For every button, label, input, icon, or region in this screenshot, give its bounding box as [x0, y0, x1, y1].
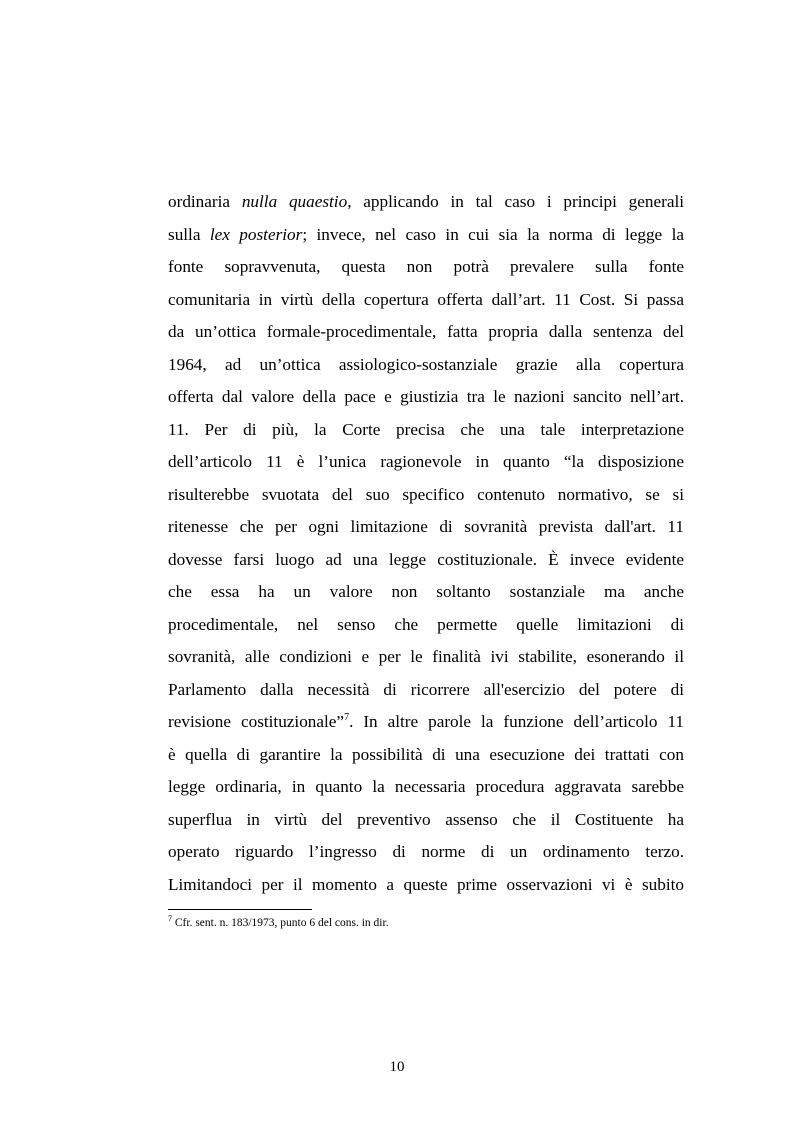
- text-line: sovranità, alle condizioni e per le finalità ivi stabilite, esonerando il: [168, 647, 684, 666]
- italic-phrase: nulla quaestio: [241, 192, 348, 211]
- body-text: [168, 186, 684, 901]
- text-line: 11. Per di più, la Corte precisa che una tale interpretazione: [168, 419, 684, 439]
- italic-phrase: lex posterior: [209, 224, 303, 244]
- text-line: legge ordinaria, in quanto la necessaria procedura aggravata sarebbe: [168, 777, 684, 796]
- text-line: ordinaria nulla quaestio, applicando in tal caso i principi generali: [168, 192, 685, 211]
- footnote-marker: 7: [168, 914, 172, 923]
- text-line: è quella di garantire la possibilità di una esecuzione dei trattati con: [168, 744, 684, 764]
- text-line: sulla lex posterior; invece, nel caso in cui sia la norma di legge la: [168, 224, 684, 244]
- text-line: dovesse farsi luogo ad una legge costituzionale. È invece evidente: [168, 549, 684, 569]
- text-line: 1964, ad un’ottica assiologico-sostanziale grazie alla copertura: [168, 354, 684, 374]
- text-line: da un’ottica formale-procedimentale, fatta propria dalla sentenza del: [168, 322, 684, 341]
- footnote-reference: 7: [344, 712, 350, 723]
- text-line: Limitandoci per il momento a queste prime osservazioni vi è subito: [168, 874, 684, 894]
- footnote: [168, 915, 389, 931]
- text-line: ritenesse che per ogni limitazione di sovranità prevista dall'art. 11: [168, 517, 684, 536]
- text-line: revisione costituzionale”$^7$. In altre parole la funzione dell’articolo 11: [168, 712, 684, 731]
- text-line: Parlamento dalla necessità di ricorrere all'esercizio del potere di: [168, 679, 684, 699]
- text-line: operato riguardo l’ingresso di norme di un ordinamento terzo.: [168, 842, 684, 861]
- text-line: che essa ha un valore non soltanto sostanziale ma anche: [168, 582, 684, 601]
- footnote-text: Cfr. sent. n. 183/1973, punto 6 del cons. in dir.: [172, 917, 389, 929]
- page-number: 10: [389, 1059, 405, 1075]
- text-line: comunitaria in virtù della copertura offerta dall’art. 11 Cost. Si passa: [168, 289, 684, 309]
- footnote-divider: [168, 909, 312, 910]
- text-line: dell’articolo 11 è l’unica ragionevole in quanto “la disposizione: [168, 452, 684, 471]
- text-line: offerta dal valore della pace e giustizia tra le nazioni sancito nell’art.: [168, 387, 684, 406]
- text-line: risulterebbe svuotata del suo specifico contenuto normativo, se si: [168, 484, 684, 504]
- text-line: fonte sopravvenuta, questa non potrà prevalere sulla fonte: [168, 257, 684, 276]
- text-line: superflua in virtù del preventivo assenso che il Costituente ha: [168, 809, 684, 829]
- text-line: procedimentale, nel senso che permette quelle limitazioni di: [168, 614, 684, 634]
